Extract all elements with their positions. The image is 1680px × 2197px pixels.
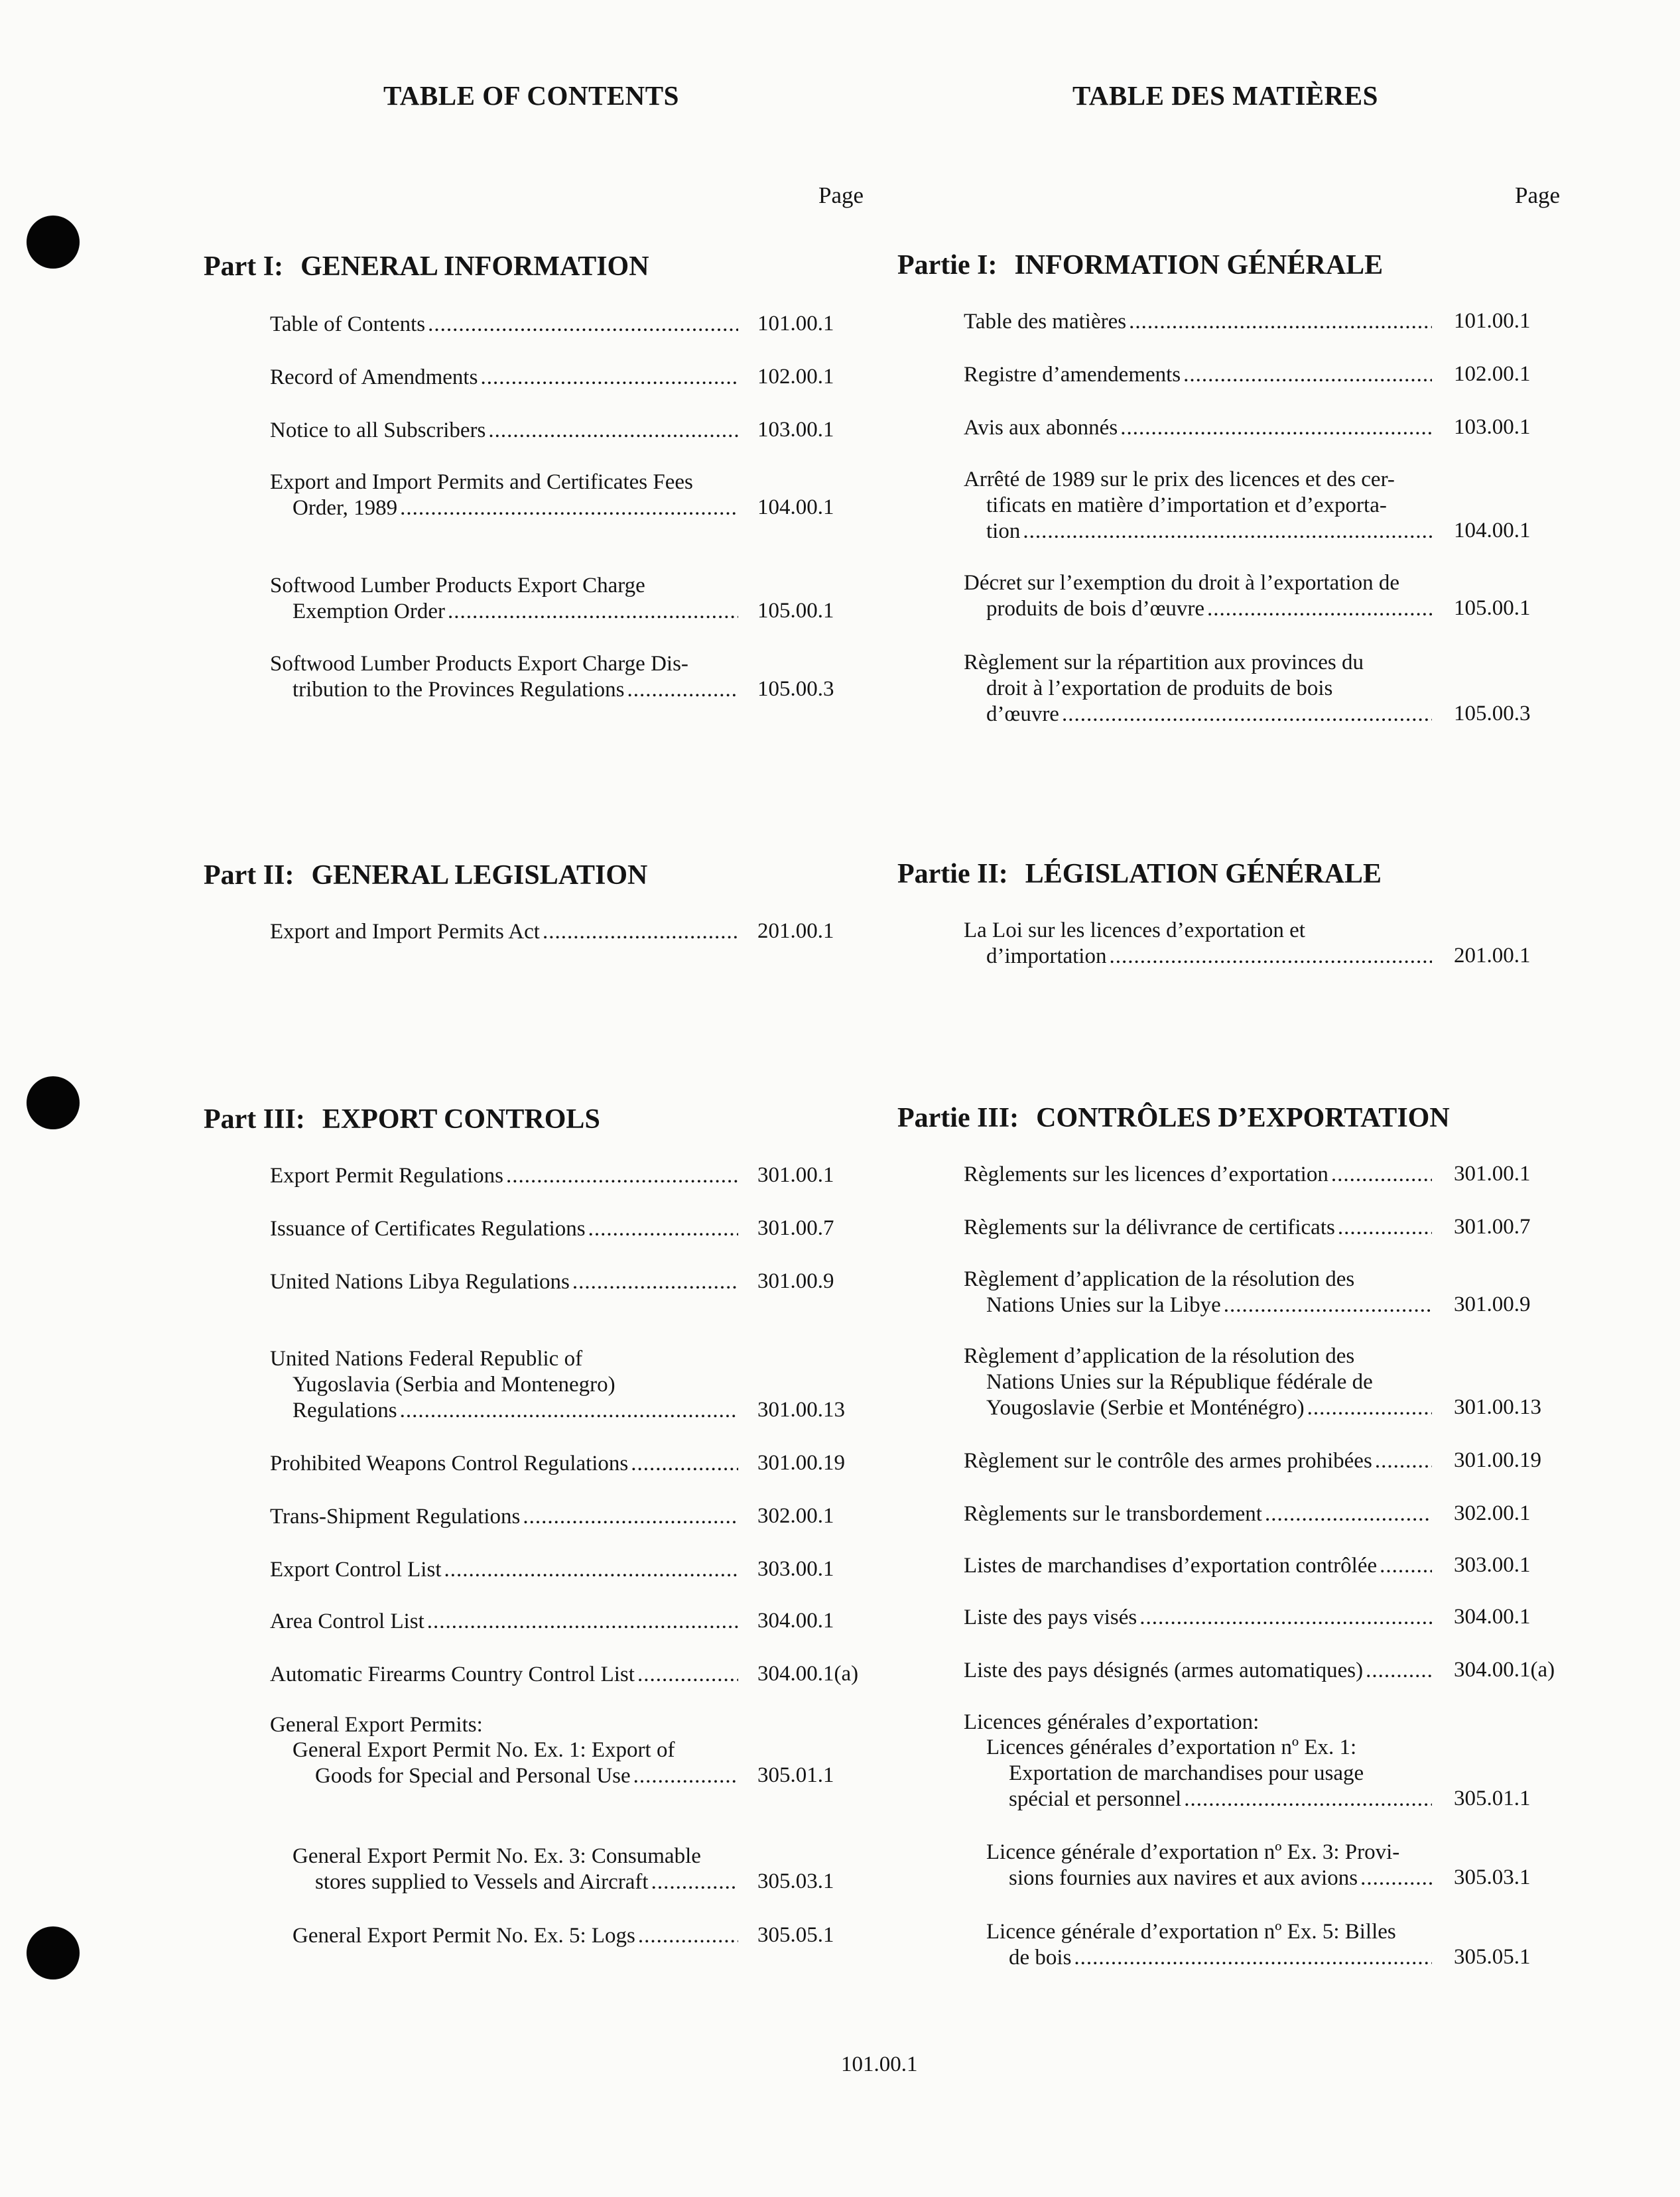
leader-dots bbox=[543, 919, 738, 945]
toc-page-number: 102.00.1 bbox=[757, 365, 834, 389]
toc-entry-text: Nations Unies sur la Libye bbox=[986, 1293, 1221, 1317]
leader-dots bbox=[1224, 1292, 1432, 1318]
toc-entry-text: General Export Permit No. Ex. 3: Consumable bbox=[292, 1844, 701, 1868]
toc-page-number: 201.00.1 bbox=[757, 919, 834, 943]
toc-entry-text: Règlement d’application de la résolution des bbox=[964, 1344, 1355, 1368]
toc-entry-text: tificats en matière d’importation et d’exporta- bbox=[986, 493, 1387, 517]
leader-dots bbox=[400, 495, 738, 521]
toc-page-number: 105.00.1 bbox=[1454, 596, 1531, 620]
toc-entry-text: Règlement sur la répartition aux provinces du bbox=[964, 651, 1364, 674]
leader-dots bbox=[506, 1163, 738, 1189]
toc-entry-text: Notice to all Subscribers bbox=[270, 418, 486, 442]
toc-subheading: General Export Permits: bbox=[270, 1713, 483, 1737]
toc-subheading: Licences générales d’exportation: bbox=[964, 1710, 1260, 1734]
leader-dots bbox=[1184, 1787, 1432, 1812]
part-1-heading-fr bbox=[897, 249, 1383, 281]
punch-hole-bottom bbox=[27, 1926, 80, 1979]
toc-entry-line-dotted bbox=[270, 1269, 741, 1295]
toc-entry-line-dotted bbox=[270, 1163, 741, 1189]
toc-entry[interactable] bbox=[964, 1658, 1435, 1684]
toc-entry-line-dotted bbox=[964, 1658, 1435, 1684]
leader-dots bbox=[1062, 702, 1432, 727]
toc-entry[interactable] bbox=[292, 1844, 741, 1895]
toc-entry-line bbox=[270, 1372, 741, 1398]
toc-page-number: 301.00.9 bbox=[1454, 1292, 1531, 1316]
toc-entry-line bbox=[986, 1919, 1435, 1945]
toc-entry[interactable] bbox=[964, 1344, 1435, 1421]
toc-page-number: 304.00.1(a) bbox=[1454, 1658, 1555, 1682]
toc-entry-line-dotted bbox=[964, 944, 1435, 970]
toc-entry[interactable] bbox=[270, 312, 741, 338]
punch-hole-top bbox=[27, 216, 80, 269]
toc-entry[interactable] bbox=[270, 1609, 741, 1635]
toc-page-number: 302.00.1 bbox=[1454, 1501, 1531, 1525]
toc-entry-line-dotted bbox=[270, 599, 741, 625]
leader-dots bbox=[1307, 1395, 1432, 1421]
toc-entry-line bbox=[986, 1761, 1435, 1787]
leader-dots bbox=[428, 312, 738, 338]
toc-entry-text: Règlements sur le transbordement bbox=[964, 1502, 1262, 1526]
toc-entry-line bbox=[964, 1344, 1435, 1369]
toc-page-number: 301.00.7 bbox=[757, 1216, 834, 1240]
leader-dots bbox=[1120, 415, 1432, 441]
toc-entry-line-dotted bbox=[292, 1869, 741, 1895]
leader-dots bbox=[572, 1269, 738, 1295]
leader-dots bbox=[588, 1216, 738, 1242]
toc-entry-text: Règlements sur la délivrance de certificats bbox=[964, 1216, 1335, 1239]
toc-page-number: 305.01.1 bbox=[1454, 1787, 1531, 1810]
toc-entry[interactable] bbox=[270, 1163, 741, 1189]
toc-entry-line bbox=[986, 1735, 1435, 1761]
toc-entry[interactable] bbox=[964, 1553, 1435, 1579]
toc-entry[interactable] bbox=[986, 1840, 1435, 1891]
toc-entry[interactable] bbox=[270, 418, 741, 444]
toc-entry-text: Licence générale d’exportation nº Ex. 5: Billes bbox=[986, 1920, 1396, 1944]
toc-entry-line bbox=[964, 493, 1435, 519]
toc-entry[interactable] bbox=[292, 1737, 741, 1789]
toc-entry[interactable] bbox=[964, 309, 1435, 335]
toc-entry-line-dotted bbox=[270, 1662, 741, 1688]
toc-entry-text: Règlements sur les licences d’exportation bbox=[964, 1162, 1328, 1186]
toc-entry[interactable] bbox=[270, 651, 741, 703]
toc-entry-line-dotted bbox=[986, 1945, 1435, 1971]
page-column-header-fr: Page bbox=[1515, 182, 1561, 208]
leader-dots bbox=[523, 1504, 738, 1530]
toc-entry-text: Order, 1989 bbox=[292, 496, 398, 520]
toc-entry-line-dotted bbox=[270, 365, 741, 391]
toc-page-number: 304.00.1(a) bbox=[757, 1662, 859, 1686]
toc-entry[interactable] bbox=[270, 919, 741, 945]
part-3-heading-en bbox=[204, 1103, 600, 1135]
part-label: Part I: bbox=[204, 251, 284, 282]
leader-dots bbox=[1183, 362, 1432, 388]
toc-entry-text: Yougoslavie (Serbie et Monténégro) bbox=[986, 1396, 1305, 1420]
toc-entry-text: d’importation bbox=[986, 944, 1107, 968]
toc-page-number: 303.00.1 bbox=[1454, 1553, 1531, 1577]
toc-entry-text: produits de bois d’œuvre bbox=[986, 597, 1205, 621]
toc-entry-text: tribution to the Provinces Regulations bbox=[292, 678, 625, 702]
toc-entry-line bbox=[986, 1840, 1435, 1865]
toc-entry[interactable] bbox=[964, 1162, 1435, 1188]
toc-page-number: 301.00.13 bbox=[1454, 1395, 1541, 1419]
toc-entry-text: Liste des pays désignés (armes automatiques) bbox=[964, 1659, 1364, 1682]
toc-entry-line-dotted bbox=[270, 1557, 741, 1583]
leader-dots bbox=[1129, 309, 1432, 335]
leader-dots bbox=[1338, 1215, 1432, 1241]
toc-page-number: 301.00.9 bbox=[757, 1269, 834, 1293]
toc-entry-text: Area Control List bbox=[270, 1609, 424, 1633]
toc-entry-line-dotted bbox=[270, 1504, 741, 1530]
toc-entry-text: Export and Import Permits and Certificates Fees bbox=[270, 470, 693, 494]
toc-entry-line-dotted bbox=[964, 1162, 1435, 1188]
toc-entry-line bbox=[292, 1844, 741, 1869]
toc-entry-text: Table des matières bbox=[964, 310, 1127, 334]
toc-entry[interactable] bbox=[270, 1346, 741, 1424]
toc-entry-text: Avis aux abonnés bbox=[964, 416, 1118, 440]
toc-entry-text: United Nations Federal Republic of bbox=[270, 1347, 583, 1371]
toc-entry-line bbox=[964, 650, 1435, 676]
toc-page-number: 305.03.1 bbox=[757, 1869, 834, 1893]
toc-entry[interactable] bbox=[964, 650, 1435, 727]
toc-entry-text: Yugoslavia (Serbia and Montenegro) bbox=[292, 1373, 615, 1397]
toc-entry-line bbox=[270, 1346, 741, 1372]
leader-dots bbox=[1207, 596, 1432, 622]
toc-entry[interactable] bbox=[270, 1504, 741, 1530]
leader-dots bbox=[448, 599, 738, 625]
toc-entry-line-dotted bbox=[964, 362, 1435, 388]
toc-page-number: 305.05.1 bbox=[1454, 1945, 1531, 1969]
toc-entry-line bbox=[964, 570, 1435, 596]
toc-entry-text: Listes de marchandises d’exportation contrôlée bbox=[964, 1554, 1378, 1578]
toc-entry-text: stores supplied to Vessels and Aircraft bbox=[315, 1870, 649, 1894]
part-name: LÉGISLATION GÉNÉRALE bbox=[1025, 859, 1382, 889]
toc-entry-text: Décret sur l’exemption du droit à l’exportation de bbox=[964, 571, 1400, 595]
toc-entry-line-dotted bbox=[964, 702, 1435, 727]
toc-entry-text: Softwood Lumber Products Export Charge bbox=[270, 574, 645, 597]
part-label: Partie I: bbox=[897, 250, 998, 281]
toc-entry-line-dotted bbox=[986, 1787, 1435, 1812]
toc-entry-line-dotted bbox=[292, 1763, 741, 1789]
toc-entry-text: General Export Permit No. Ex. 1: Export of bbox=[292, 1738, 675, 1762]
leader-dots bbox=[633, 1763, 738, 1789]
title-en: TABLE OF CONTENTS bbox=[383, 80, 679, 111]
leader-dots bbox=[638, 1923, 738, 1949]
toc-entry[interactable] bbox=[270, 1216, 741, 1242]
leader-dots bbox=[1375, 1448, 1432, 1474]
title-fr: TABLE DES MATIÈRES bbox=[1072, 80, 1378, 111]
toc-page-number: 201.00.1 bbox=[1454, 944, 1531, 968]
toc-entry-line-dotted bbox=[270, 919, 741, 945]
toc-entry[interactable] bbox=[270, 1269, 741, 1295]
toc-entry-text: Prohibited Weapons Control Regulations bbox=[270, 1452, 629, 1475]
punch-hole-middle bbox=[27, 1076, 80, 1129]
toc-entry-line-dotted bbox=[270, 495, 741, 521]
toc-entry[interactable] bbox=[270, 1662, 741, 1688]
toc-page-number: 104.00.1 bbox=[1454, 519, 1531, 542]
toc-entry[interactable] bbox=[270, 1451, 741, 1477]
toc-entry[interactable] bbox=[270, 1557, 741, 1583]
toc-entry-text: Nations Unies sur la République fédérale de bbox=[986, 1370, 1373, 1394]
part-label: Part III: bbox=[204, 1104, 305, 1135]
toc-page-number: 305.03.1 bbox=[1454, 1865, 1531, 1889]
toc-entry-line bbox=[964, 467, 1435, 493]
leader-dots bbox=[627, 677, 738, 703]
toc-page-number: 301.00.19 bbox=[757, 1451, 845, 1475]
toc-page-number: 103.00.1 bbox=[1454, 415, 1531, 439]
leader-dots bbox=[1074, 1945, 1432, 1971]
toc-entry-text: General Export Permit No. Ex. 5: Logs bbox=[292, 1924, 635, 1948]
toc-page-number: 105.00.3 bbox=[1454, 702, 1531, 725]
toc-entry-text: Exemption Order bbox=[292, 599, 446, 623]
toc-entry-line-dotted bbox=[964, 415, 1435, 441]
toc-page-number: 101.00.1 bbox=[1454, 309, 1531, 333]
toc-entry-text: Regulations bbox=[292, 1399, 397, 1422]
toc-page-number: 301.00.19 bbox=[1454, 1448, 1541, 1472]
toc-entry-text: Issuance of Certificates Regulations bbox=[270, 1217, 586, 1241]
toc-entry-text: La Loi sur les licences d’exportation et bbox=[964, 918, 1305, 942]
leader-dots bbox=[1331, 1162, 1432, 1188]
toc-entry-text: Arrêté de 1989 sur le prix des licences et des cer- bbox=[964, 468, 1395, 491]
part-name: CONTRÔLES D’EXPORTATION bbox=[1036, 1103, 1450, 1133]
page-number-footer: 101.00.1 bbox=[841, 2052, 918, 2076]
toc-entry-line-dotted bbox=[964, 1501, 1435, 1527]
leader-dots bbox=[1265, 1501, 1432, 1527]
toc-entry-line-dotted bbox=[964, 1215, 1435, 1241]
leader-dots bbox=[1023, 519, 1432, 544]
toc-entry[interactable] bbox=[964, 467, 1435, 544]
toc-entry[interactable] bbox=[986, 1735, 1435, 1812]
toc-entry[interactable] bbox=[964, 570, 1435, 622]
toc-entry-text: d’œuvre bbox=[986, 702, 1059, 726]
toc-page-number: 304.00.1 bbox=[757, 1609, 834, 1633]
toc-page-number: 105.00.3 bbox=[757, 677, 834, 701]
toc-entry-line-dotted bbox=[270, 1451, 741, 1477]
toc-entry-text: Licences générales d’exportation nº Ex. 1: bbox=[986, 1735, 1357, 1759]
leader-dots bbox=[651, 1869, 738, 1895]
leader-dots bbox=[400, 1398, 738, 1424]
toc-page-number: 104.00.1 bbox=[757, 495, 834, 519]
toc-page-number: 303.00.1 bbox=[757, 1557, 834, 1581]
leader-dots bbox=[1139, 1605, 1432, 1631]
toc-entry[interactable] bbox=[270, 470, 741, 521]
toc-entry-text: Licence générale d’exportation nº Ex. 3: Provi- bbox=[986, 1840, 1400, 1864]
toc-entry-line-dotted bbox=[964, 309, 1435, 335]
toc-entry-line-dotted bbox=[986, 1865, 1435, 1891]
leader-dots bbox=[631, 1451, 738, 1477]
part-3-heading-fr bbox=[897, 1102, 1450, 1134]
toc-entry-text: Table of Contents bbox=[270, 312, 426, 336]
toc-page-number: 301.00.13 bbox=[757, 1398, 845, 1422]
toc-entry-line bbox=[964, 1369, 1435, 1395]
toc-entry-text: sions fournies aux navires et aux avions bbox=[1009, 1866, 1358, 1890]
toc-page-number: 305.01.1 bbox=[757, 1763, 834, 1787]
part-name: EXPORT CONTROLS bbox=[322, 1104, 600, 1135]
toc-entry-line bbox=[964, 1267, 1435, 1292]
toc-page-number: 304.00.1 bbox=[1454, 1605, 1531, 1629]
toc-entry-line bbox=[270, 470, 741, 495]
toc-page-number: 101.00.1 bbox=[757, 312, 834, 336]
leader-dots bbox=[1366, 1658, 1432, 1684]
toc-page-number: 103.00.1 bbox=[757, 418, 834, 442]
toc-entry-line bbox=[292, 1737, 741, 1763]
toc-entry-text: tion bbox=[986, 519, 1021, 543]
toc-entry-line-dotted bbox=[270, 677, 741, 703]
leader-dots bbox=[427, 1609, 738, 1635]
toc-entry[interactable] bbox=[964, 1501, 1435, 1527]
toc-entry-text: United Nations Libya Regulations bbox=[270, 1270, 570, 1294]
toc-entry-line-dotted bbox=[270, 1609, 741, 1635]
toc-entry-text: Règlement sur le contrôle des armes prohibées bbox=[964, 1449, 1372, 1473]
leader-dots bbox=[444, 1557, 739, 1583]
toc-page-number: 301.00.7 bbox=[1454, 1215, 1531, 1239]
leader-dots bbox=[637, 1662, 738, 1688]
leader-dots bbox=[1360, 1865, 1432, 1891]
toc-entry-text: Softwood Lumber Products Export Charge Dis- bbox=[270, 652, 688, 676]
toc-page-number: 302.00.1 bbox=[757, 1504, 834, 1528]
toc-entry-line-dotted bbox=[964, 1553, 1435, 1579]
toc-entry-line-dotted bbox=[964, 1292, 1435, 1318]
toc-entry[interactable] bbox=[964, 1605, 1435, 1631]
part-2-heading-en bbox=[204, 859, 647, 891]
toc-entry-text: spécial et personnel bbox=[1009, 1787, 1182, 1811]
toc-entry-text: Registre d’amendements bbox=[964, 363, 1181, 387]
toc-entry-line bbox=[964, 918, 1435, 944]
toc-entry-line-dotted bbox=[270, 1216, 741, 1242]
part-2-heading-fr bbox=[897, 858, 1382, 890]
toc-entry-text: Export Control List bbox=[270, 1558, 442, 1582]
toc-entry-text: de bois bbox=[1009, 1946, 1072, 1970]
toc-entry-text: Exportation de marchandises pour usage bbox=[1009, 1761, 1364, 1785]
toc-entry-text: Liste des pays visés bbox=[964, 1605, 1137, 1629]
part-name: GENERAL LEGISLATION bbox=[311, 860, 648, 891]
leader-dots bbox=[480, 365, 738, 391]
toc-page-number: 105.00.1 bbox=[757, 599, 834, 623]
page-column-header-en: Page bbox=[818, 182, 864, 208]
part-label: Partie III: bbox=[897, 1103, 1019, 1133]
part-label: Partie II: bbox=[897, 859, 1008, 889]
part-name: INFORMATION GÉNÉRALE bbox=[1014, 250, 1384, 281]
toc-entry[interactable] bbox=[270, 573, 741, 625]
toc-entry-text: Export and Import Permits Act bbox=[270, 920, 540, 944]
toc-entry-line-dotted bbox=[270, 1398, 741, 1424]
toc-entry-line-dotted bbox=[964, 1448, 1435, 1474]
toc-entry[interactable] bbox=[964, 362, 1435, 388]
toc-entry-line bbox=[270, 573, 741, 599]
toc-page-number: 301.00.1 bbox=[757, 1163, 834, 1187]
toc-entry[interactable] bbox=[964, 1215, 1435, 1241]
toc-entry[interactable] bbox=[964, 1448, 1435, 1474]
toc-entry[interactable] bbox=[986, 1919, 1435, 1971]
toc-entry-line-dotted bbox=[964, 596, 1435, 622]
toc-entry-text: Automatic Firearms Country Control List bbox=[270, 1663, 635, 1686]
toc-entry-line bbox=[964, 676, 1435, 702]
toc-entry-line bbox=[270, 651, 741, 677]
toc-entry-line-dotted bbox=[270, 418, 741, 444]
toc-entry[interactable] bbox=[270, 365, 741, 391]
toc-entry[interactable] bbox=[964, 415, 1435, 441]
toc-page-number: 102.00.1 bbox=[1454, 362, 1531, 386]
toc-entry-line-dotted bbox=[964, 1605, 1435, 1631]
leader-dots bbox=[488, 418, 738, 444]
toc-page-number: 305.05.1 bbox=[757, 1923, 834, 1947]
toc-entry[interactable] bbox=[964, 1267, 1435, 1318]
toc-entry[interactable] bbox=[292, 1923, 741, 1949]
leader-dots bbox=[1380, 1553, 1432, 1579]
toc-entry[interactable] bbox=[964, 918, 1435, 970]
toc-entry-line-dotted bbox=[964, 519, 1435, 544]
toc-entry-text: Trans-Shipment Regulations bbox=[270, 1505, 521, 1529]
leader-dots bbox=[1109, 944, 1432, 970]
part-1-heading-en bbox=[204, 251, 649, 282]
toc-entry-line-dotted bbox=[270, 312, 741, 338]
toc-entry-text: Règlement d’application de la résolution des bbox=[964, 1267, 1355, 1291]
toc-entry-text: Export Permit Regulations bbox=[270, 1164, 503, 1188]
toc-entry-text: Goods for Special and Personal Use bbox=[315, 1764, 631, 1788]
toc-entry-line-dotted bbox=[292, 1923, 741, 1949]
part-name: GENERAL INFORMATION bbox=[300, 251, 649, 282]
toc-entry-text: Record of Amendments bbox=[270, 365, 478, 389]
part-label: Part II: bbox=[204, 860, 294, 891]
toc-entry-line-dotted bbox=[964, 1395, 1435, 1421]
toc-entry-text: droit à l’exportation de produits de bois bbox=[986, 676, 1333, 700]
toc-page-number: 301.00.1 bbox=[1454, 1162, 1531, 1186]
